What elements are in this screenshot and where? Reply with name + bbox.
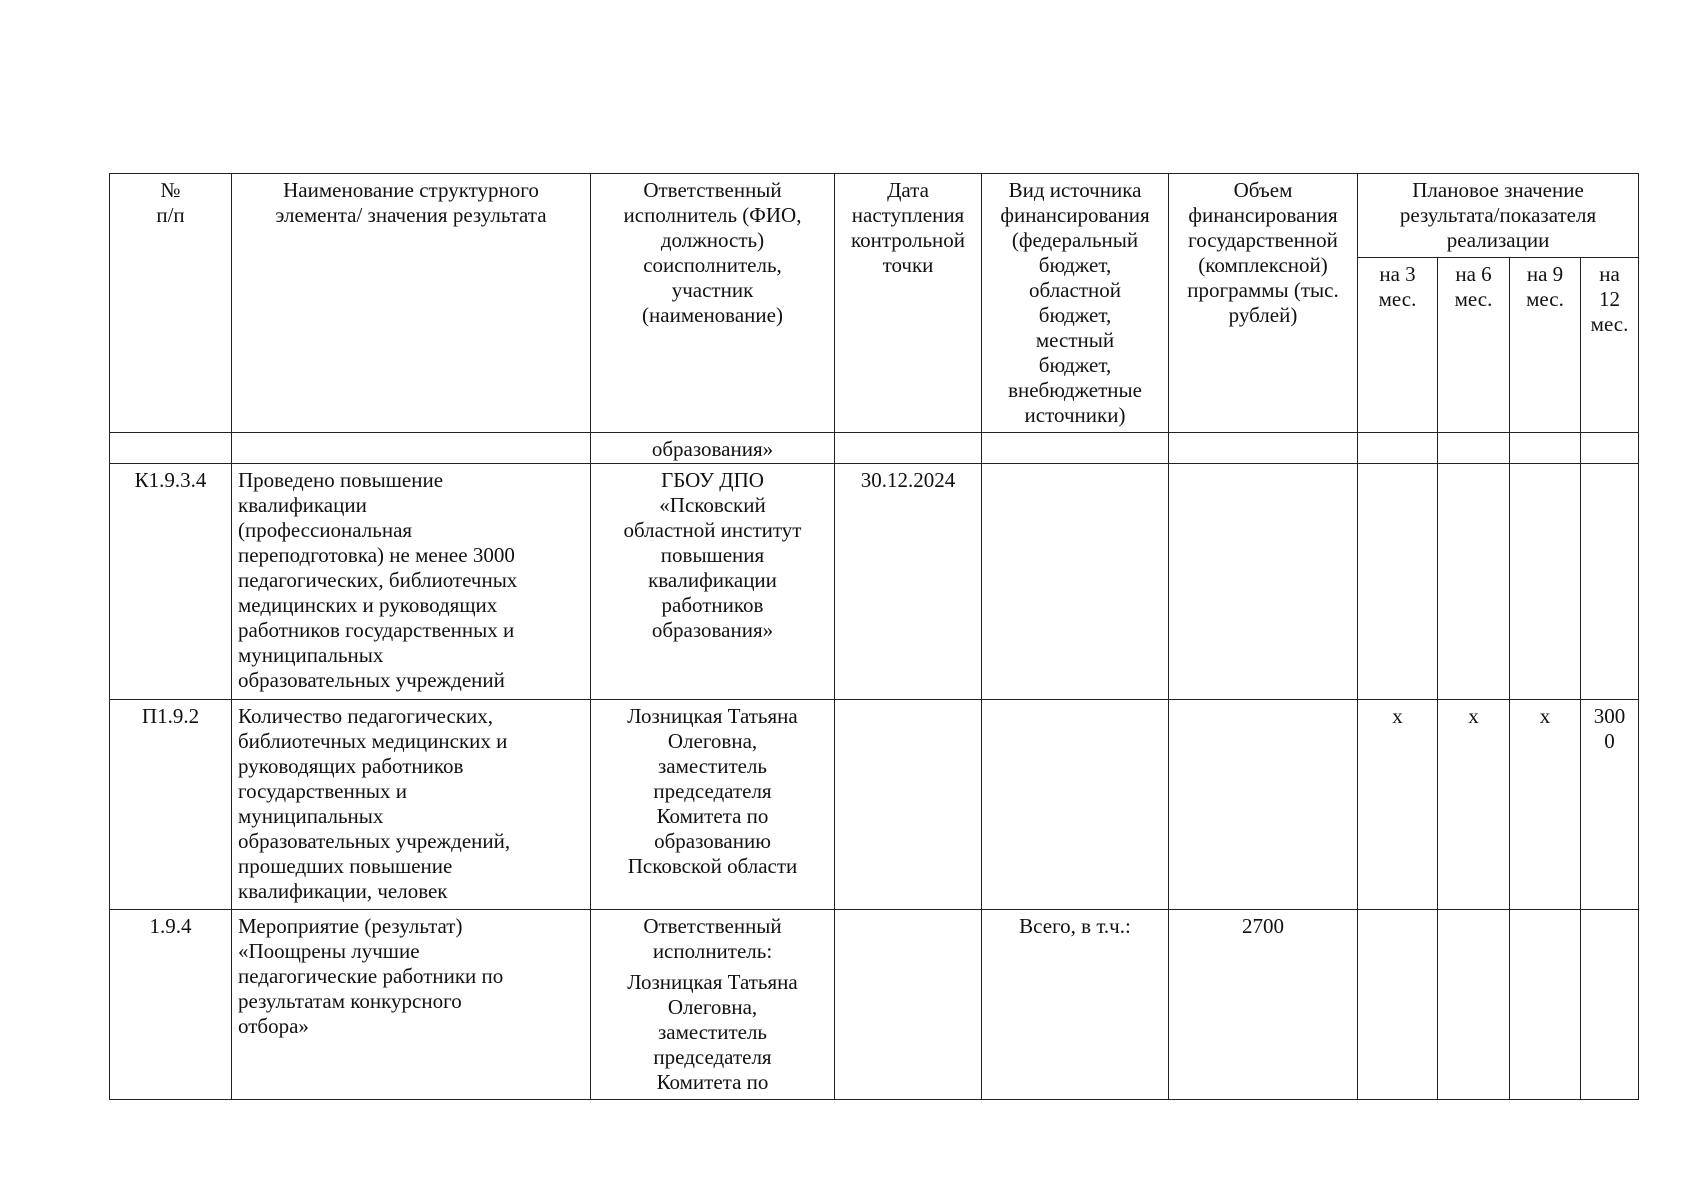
header-responsible: Ответственный исполнитель (ФИО, должность) соисполнитель, участник (наименование) xyxy=(591,174,835,433)
cell-name xyxy=(232,433,591,464)
header-name: Наименование структурного элемента/ значения результата xyxy=(232,174,591,433)
header-date: Дата наступления контрольной точки xyxy=(835,174,982,433)
table-row xyxy=(110,464,1639,700)
cell-q6: х xyxy=(1438,700,1510,910)
cell-num: 1.9.4 xyxy=(110,910,232,1100)
cell-q12: 300 0 xyxy=(1581,700,1639,910)
header-q12: на 12 мес. xyxy=(1581,258,1639,433)
plan-table xyxy=(109,173,1639,1100)
cell-q3 xyxy=(1358,464,1438,700)
cell-q9 xyxy=(1510,433,1581,464)
cell-name: Проведено повышение квалификации (профессиональная переподготовка) не менее 3000 педагогических, библиотечных медицинских и руководящих работников государственных и муниципальных образовательных учреждений xyxy=(232,464,591,700)
cell-responsible: образования» xyxy=(591,433,835,464)
table-row xyxy=(110,910,1639,1100)
cell-date xyxy=(835,910,982,1100)
header-q6: на 6 мес. xyxy=(1438,258,1510,433)
cell-responsible xyxy=(591,910,835,1100)
cell-q12 xyxy=(1581,910,1639,1100)
table-row xyxy=(110,433,1639,464)
cell-volume xyxy=(1169,433,1358,464)
cell-num xyxy=(110,433,232,464)
header-source: Вид источника финансирования (федеральный бюджет, областной бюджет, местный бюджет, внебюджетные источники) xyxy=(982,174,1169,433)
cell-name: Количество педагогических, библиотечных медицинских и руководящих работников государственных и муниципальных образовательных учреждений, прошедших повышение квалификации, человек xyxy=(232,700,591,910)
header-q9: на 9 мес. xyxy=(1510,258,1581,433)
cell-volume xyxy=(1169,464,1358,700)
header-plan: Плановое значение результата/показателя реализации xyxy=(1358,174,1639,258)
cell-q9 xyxy=(1510,464,1581,700)
header-num: № п/п xyxy=(110,174,232,433)
table-row xyxy=(110,700,1639,910)
cell-date xyxy=(835,700,982,910)
cell-q9 xyxy=(1510,910,1581,1100)
cell-source xyxy=(982,700,1169,910)
cell-q12 xyxy=(1581,433,1639,464)
cell-num: К1.9.3.4 xyxy=(110,464,232,700)
cell-date: 30.12.2024 xyxy=(835,464,982,700)
cell-date xyxy=(835,433,982,464)
cell-q3 xyxy=(1358,910,1438,1100)
cell-volume: 2700 xyxy=(1169,910,1358,1100)
header-q3: на 3 мес. xyxy=(1358,258,1438,433)
cell-name: Мероприятие (результат) «Поощрены лучшие педагогические работники по результатам конкурсного отбора» xyxy=(232,910,591,1100)
cell-source xyxy=(982,464,1169,700)
cell-source: Всего, в т.ч.: xyxy=(982,910,1169,1100)
cell-source xyxy=(982,433,1169,464)
responsible-name: Лозницкая Татьяна Олеговна, заместитель председателя Комитета по xyxy=(627,970,798,1094)
cell-volume xyxy=(1169,700,1358,910)
header-row xyxy=(110,174,1639,258)
cell-q6 xyxy=(1438,433,1510,464)
cell-num: П1.9.2 xyxy=(110,700,232,910)
cell-q12 xyxy=(1581,464,1639,700)
cell-q3 xyxy=(1358,433,1438,464)
header-volume: Объем финансирования государственной (комплексной) программы (тыс. рублей) xyxy=(1169,174,1358,433)
cell-q9: х xyxy=(1510,700,1581,910)
cell-responsible: ГБОУ ДПО «Псковский областной институт повышения квалификации работников образования» xyxy=(591,464,835,700)
cell-q3: х xyxy=(1358,700,1438,910)
cell-q6 xyxy=(1438,464,1510,700)
responsible-title: Ответственный исполнитель: xyxy=(643,914,782,963)
cell-responsible: Лозницкая Татьяна Олеговна, заместитель председателя Комитета по образованию Псковской области xyxy=(591,700,835,910)
cell-q6 xyxy=(1438,910,1510,1100)
